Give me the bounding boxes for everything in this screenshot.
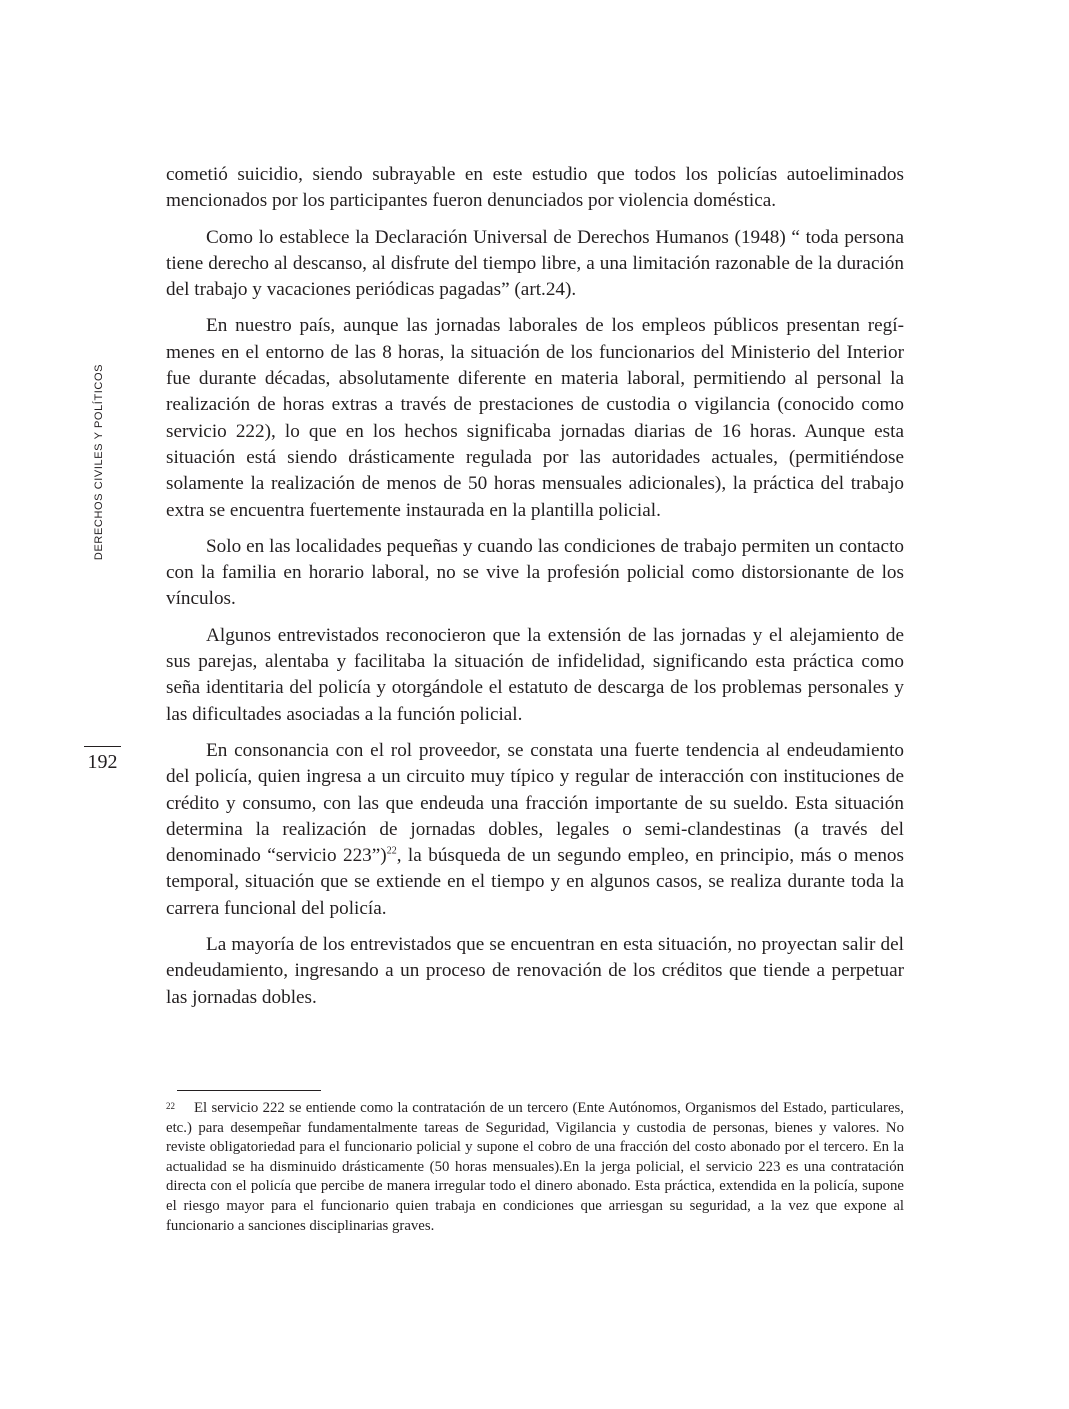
footnote-reference[interactable]: 22 bbox=[386, 845, 397, 857]
paragraph-2: Como lo establece la Declaración Universal de Derechos Humanos (1948) “ toda persona tiene derecho al descanso, al disfrute del tiempo libre, a una limitación razonable de la duración del trabajo y vacaciones periódicas pagadas” (art.24). bbox=[166, 226, 904, 301]
page-number-rule bbox=[84, 746, 121, 747]
paragraph-4: Solo en las localidades pequeñas y cuando las condiciones de trabajo permiten un contacto con la familia en horario laboral, no se vive la profesión policial como distorsionante de los vínculos. bbox=[166, 535, 904, 610]
paragraph-6-text-a: En consonancia con el rol proveedor, se constata una fuerte tendencia al endeudamiento del policía, quien ingresa a un circuito muy típico y regular de interacción con instituciones de crédito y consumo, con las que endeuda una fracción importante de su sueldo. Esta situación determina la realización de jornadas dobles, legales o semi-clandestinas (a través del denominado “servicio 223”) bbox=[166, 739, 904, 867]
page-number: 192 bbox=[87, 751, 118, 773]
paragraph-6-text-b: , la búsqueda de un segundo empleo, en principio, más o menos temporal, situación que se extiende en el tiempo y en algunos casos, se realiza durante toda la carrera funcional del policía. bbox=[166, 845, 904, 919]
running-header: DERECHOS CIVILES Y POLÍTICOS bbox=[93, 363, 105, 561]
footnote-text: El servicio 222 se entiende como la contratación de un tercero (Ente Autónomos, Organismos del Estado, particulares, etc.) para desempeñar fundamentalmente tareas de Seguridad, Vigilancia y custodia de personas, bienes y valores. No reviste obligatoriedad para el funcionario policial y supone el cobro de una fracción del costo abonado por el tercero. En la actualidad se ha disminuido drásticamente (50 horas mensuales).En la jerga policial, el servicio 223 es una contratación directa con el policía que percibe de manera irregular todo el dinero abonado. Esta práctica, extendida en la policía, supone el riesgo mayor para el funcionario quien trabaja en condiciones que arriesgan su seguridad, a la vez que expone al funcionario a sanciones disciplinarias graves. bbox=[166, 1100, 904, 1234]
body-text bbox=[166, 162, 904, 1021]
paragraph-5: Algunos entrevistados reconocieron que la extensión de las jornadas y el alejamiento de sus parejas, alentaba y facilitaba la situación de infidelidad, significando esta práctica como seña identitaria del policía y otorgándole el estatuto de descarga de los problemas personales y las dificultades asociadas a la función policial. bbox=[166, 624, 904, 725]
paragraph-6 bbox=[166, 738, 904, 922]
paragraph-1: cometió suicidio, siendo subrayable en este estudio que todos los policías autoeliminados mencionados por los participantes fueron denunciados por violencia doméstica. bbox=[166, 164, 904, 212]
paragraph-7: La mayoría de los entrevistados que se encuentran en esta situación, no proyectan salir del endeudamiento, ingresando a un proceso de renovación de los créditos que tiende a perpetuar las jornadas dobles. bbox=[166, 934, 904, 1008]
footnote-number: 22 bbox=[166, 1101, 175, 1111]
footnote-separator bbox=[177, 1090, 321, 1091]
paragraph-3: En nuestro país, aunque las jornadas laborales de los empleos públicos presentan regímenes en el entorno de las 8 horas, la situación de los funcionarios del Ministerio del Interior fue durante décadas, absolutamente diferente en materia laboral, permitiendo al personal la realización de horas extras a través de prestaciones de custodia o vigilancia (conocido como servicio 222), lo que en los hechos significaba jornadas diarias de 16 horas. Aunque esta situación está siendo drásticamente regulada por las autoridades actuales, (permitiéndose solamente la realización de menos de 50 horas mensuales adicionales), la práctica del trabajo extra se encuentra fuertemente instaurada en la plantilla policial. bbox=[166, 315, 904, 521]
footnote bbox=[166, 1099, 904, 1236]
